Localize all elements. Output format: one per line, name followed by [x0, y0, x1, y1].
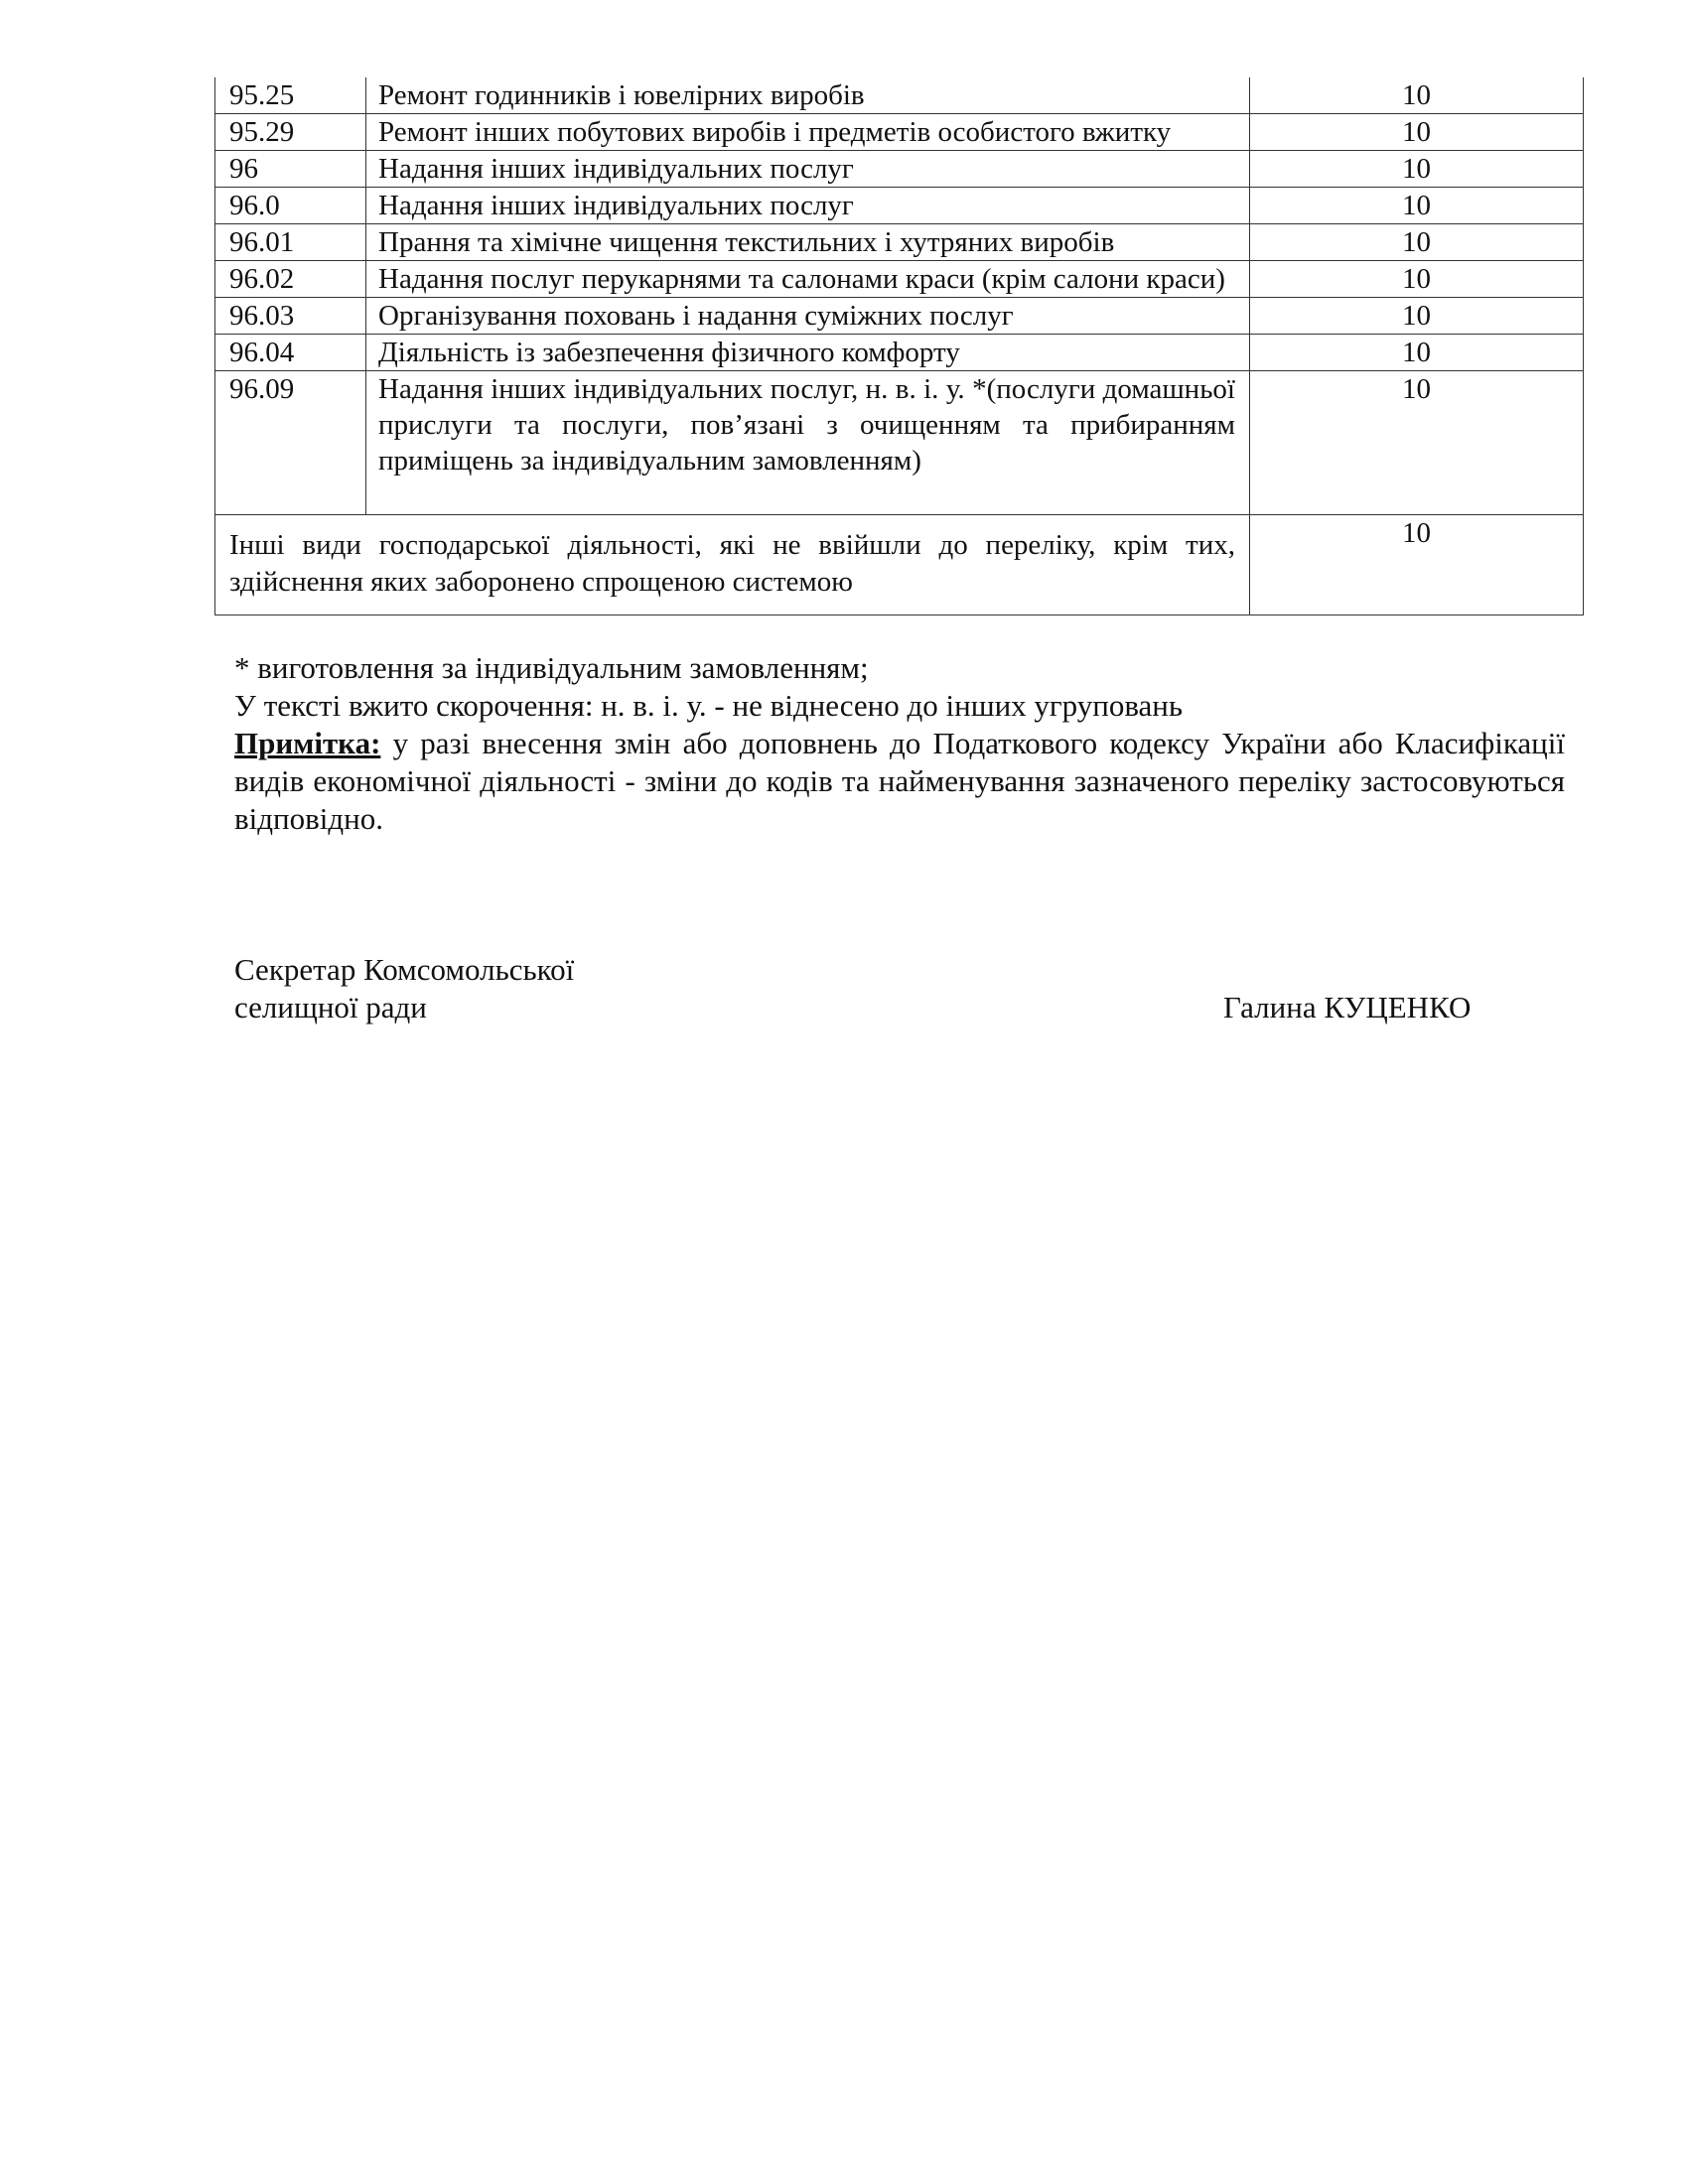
signatory-name: Галина КУЦЕНКО — [1223, 990, 1472, 1024]
activity-code: 96.03 — [215, 298, 366, 335]
tax-rate: 10 — [1250, 188, 1584, 224]
tax-rate: 10 — [1250, 151, 1584, 188]
activity-code: 96.02 — [215, 261, 366, 298]
tax-rate: 10 — [1250, 114, 1584, 151]
tax-rate: 10 — [1250, 298, 1584, 335]
tax-rate: 10 — [1250, 224, 1584, 261]
remark-paragraph — [234, 725, 1565, 838]
activity-name: Прання та хімічне чищення текстильних і хутряних виробів — [366, 224, 1250, 261]
table-row — [215, 261, 1584, 298]
table-row — [215, 188, 1584, 224]
table-row-other-activities — [215, 515, 1584, 615]
activity-name: Надання інших індивідуальних послуг, н. в. і. у. *(послуги домашньої прислуги та послуги, пов’язані з очищенням та прибиранням приміщень за індивідуальним замовленням) — [366, 371, 1250, 515]
abbreviation-note: У тексті вжито скорочення: н. в. і. у. - не віднесено до інших угруповань — [234, 688, 1184, 723]
activity-name: Надання послуг перукарнями та салонами краси (крім салони краси) — [366, 261, 1250, 298]
activity-code: 96.09 — [215, 371, 366, 515]
activity-name: Ремонт інших побутових виробів і предметів особистого вжитку — [366, 114, 1250, 151]
table-row — [215, 77, 1584, 114]
table-row — [215, 298, 1584, 335]
activity-code: 96.0 — [215, 188, 366, 224]
signatory-position-line: Секретар Комсомольської — [234, 952, 575, 987]
signatory-position — [234, 951, 574, 1026]
tax-rate: 10 — [1250, 335, 1584, 371]
other-activities-text: Інші види господарської діяльності, які не ввійшли до переліку, крім тих, здійснення яких заборонено спрощеною системою — [215, 515, 1250, 615]
table-row — [215, 151, 1584, 188]
tax-rate: 10 — [1250, 515, 1584, 615]
signatory-position-line: селищної ради — [234, 990, 427, 1024]
table-row — [215, 114, 1584, 151]
activity-codes-table — [214, 77, 1584, 615]
activity-name: Ремонт годинників і ювелірних виробів — [366, 77, 1250, 114]
table-row — [215, 335, 1584, 371]
activity-name: Надання інших індивідуальних послуг — [366, 188, 1250, 224]
activity-name: Надання інших індивідуальних послуг — [366, 151, 1250, 188]
tax-rate: 10 — [1250, 261, 1584, 298]
activity-name: Організування поховань і надання суміжних послуг — [366, 298, 1250, 335]
remark-text: у разі внесення змін або доповнень до Податкового кодексу України або Класифікації видів економічної діяльності - зміни до кодів та найменування зазначеного переліку застосовуються відповідно. — [234, 726, 1565, 836]
remark-label: Примітка: — [234, 726, 381, 760]
activity-code: 96 — [215, 151, 366, 188]
activity-name: Діяльність із забезпечення фізичного комфорту — [366, 335, 1250, 371]
activity-code: 96.04 — [215, 335, 366, 371]
table-row — [215, 224, 1584, 261]
asterisk-note: * виготовлення за індивідуальним замовленням; — [234, 650, 869, 685]
notes-section — [234, 649, 1565, 838]
activity-code: 96.01 — [215, 224, 366, 261]
table-row — [215, 371, 1584, 515]
activity-code: 95.29 — [215, 114, 366, 151]
tax-rate: 10 — [1250, 77, 1584, 114]
activity-code: 95.25 — [215, 77, 366, 114]
tax-rate: 10 — [1250, 371, 1584, 515]
